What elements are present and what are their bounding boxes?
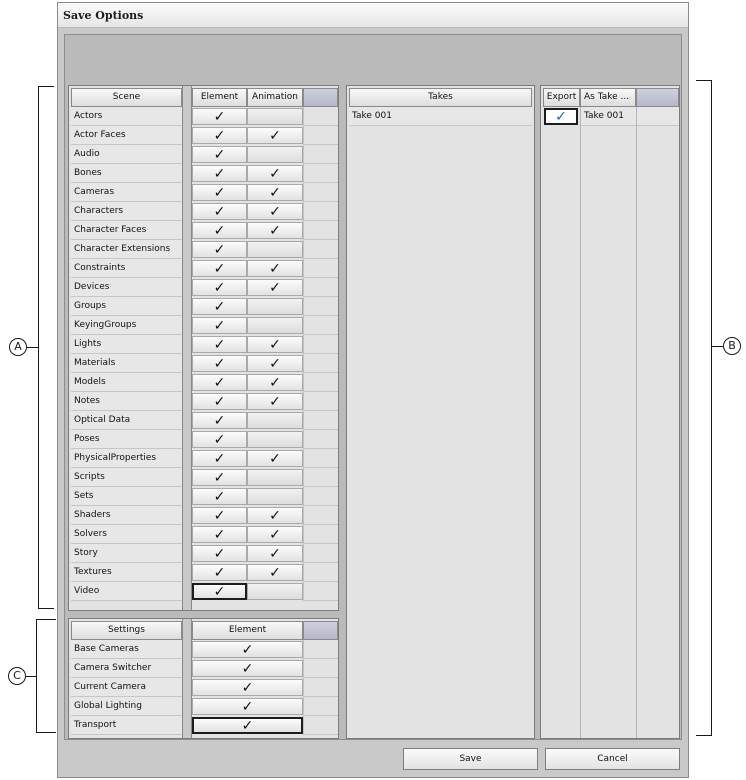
scene-element-checkbox[interactable] [192,469,247,486]
scene-row-label: Materials [71,354,182,373]
scene-row-label: Video [71,582,182,601]
content-area [64,34,682,740]
check-mark-icon: ✓ [213,393,226,410]
export-col-line-1 [580,107,581,738]
check-mark-icon: ✓ [213,317,226,334]
scene-header[interactable]: Scene [71,88,182,107]
scene-animation-checkbox[interactable] [247,507,303,524]
scene-animation-checkbox[interactable] [247,431,303,448]
scene-animation-checkbox[interactable] [247,545,303,562]
check-mark-icon: ✓ [213,412,226,429]
scene-element-checkbox[interactable] [192,374,247,391]
export-panel [540,85,680,739]
scene-row-label: Notes [71,392,182,411]
check-mark-icon: ✓ [269,203,281,220]
check-mark-icon: ✓ [241,641,254,658]
scene-element-checkbox[interactable] [192,355,247,372]
scene-element-checkbox[interactable] [192,412,247,429]
settings-row-label: Global Lighting [71,697,182,716]
scene-row-extra [303,145,338,164]
scene-row-extra [303,164,338,183]
scene-row-extra [303,468,338,487]
scene-element-checkbox[interactable] [192,298,247,315]
scene-row-label: PhysicalProperties [71,449,182,468]
settings-element-checkbox[interactable] [192,717,303,734]
scene-divider [182,86,192,610]
scene-element-checkbox[interactable] [192,317,247,334]
scene-row-label: Bones [71,164,182,183]
scene-element-checkbox[interactable] [192,526,247,543]
scene-animation-header[interactable]: Animation [247,88,303,107]
check-mark-icon: ✓ [269,336,281,353]
scene-row-extra [303,487,338,506]
bracket-b-tick [711,346,723,347]
check-mark-icon: ✓ [241,698,254,715]
scene-animation-checkbox[interactable] [247,279,303,296]
scene-animation-checkbox[interactable] [247,127,303,144]
save-button[interactable]: Save [403,748,538,770]
scene-animation-checkbox[interactable] [247,298,303,315]
settings-row-label: Transport [71,716,182,735]
check-mark-icon: ✓ [241,660,254,677]
check-mark-icon: ✓ [213,203,226,220]
scene-row-label: KeyingGroups [71,316,182,335]
settings-element-checkbox[interactable] [192,698,303,715]
export-row-extra [637,107,679,126]
scene-row-extra [303,392,338,411]
scene-row-extra [303,297,338,316]
check-mark-icon: ✓ [213,108,226,125]
scene-row-label: Character Extensions [71,240,182,259]
check-mark-icon: ✓ [213,526,226,543]
scene-row-extra [303,221,338,240]
scene-animation-checkbox[interactable] [247,393,303,410]
export-extra-header [636,88,679,107]
scene-animation-checkbox[interactable] [247,583,303,600]
bracket-c-tick [26,676,36,677]
scene-element-checkbox[interactable] [192,184,247,201]
scene-animation-checkbox[interactable] [247,165,303,182]
scene-row-label: Textures [71,563,182,582]
settings-divider [182,619,192,738]
scene-animation-checkbox[interactable] [247,336,303,353]
scene-animation-checkbox[interactable] [247,488,303,505]
scene-animation-checkbox[interactable] [247,203,303,220]
scene-row-extra [303,563,338,582]
annotation-a-circle: A [9,338,27,356]
bracket-a-bottom [38,608,54,609]
scene-row-label: Character Faces [71,221,182,240]
takes-header[interactable]: Takes [349,88,532,107]
check-mark-icon: ✓ [269,260,281,277]
check-mark-icon: ✓ [269,374,281,391]
settings-row-label: Base Cameras [71,640,182,659]
check-mark-icon: ✓ [213,507,226,524]
scene-animation-checkbox[interactable] [247,184,303,201]
settings-element-header[interactable]: Element [192,621,303,640]
check-mark-icon: ✓ [213,450,226,467]
settings-extra-header [303,621,338,640]
scene-element-checkbox[interactable] [192,583,247,600]
scene-row-label: Actors [71,107,182,126]
annotation-b-circle: B [723,337,741,355]
scene-element-checkbox[interactable] [192,488,247,505]
check-mark-icon: ✓ [213,564,226,581]
check-mark-icon: ✓ [269,165,281,182]
as-take-header[interactable]: As Take ... [580,88,636,107]
scene-element-checkbox[interactable] [192,431,247,448]
title-bar[interactable] [58,3,688,28]
check-mark-icon: ✓ [213,222,226,239]
scene-animation-checkbox[interactable] [247,450,303,467]
scene-row-extra [303,525,338,544]
check-mark-icon: ✓ [213,583,226,600]
check-mark-icon: ✓ [213,298,226,315]
scene-animation-checkbox[interactable] [247,526,303,543]
scene-row-extra [303,259,338,278]
scene-row-label: Devices [71,278,182,297]
export-col-line-2 [636,107,637,738]
scene-panel [68,85,339,611]
check-mark-icon: ✓ [241,717,254,734]
check-mark-icon: ✓ [213,355,226,372]
scene-row-label: Story [71,544,182,563]
scene-animation-checkbox[interactable] [247,374,303,391]
scene-row-label: Models [71,373,182,392]
bracket-a-tick [27,347,38,348]
take-item[interactable]: Take 001 [349,107,532,126]
scene-row-extra [303,449,338,468]
settings-row-label: Current Camera [71,678,182,697]
scene-animation-checkbox[interactable] [247,108,303,125]
scene-element-checkbox[interactable] [192,165,247,182]
check-mark-icon: ✓ [241,679,254,696]
as-take-value[interactable]: Take 001 [581,107,636,126]
scene-element-checkbox[interactable] [192,222,247,239]
check-mark-icon: ✓ [269,127,281,144]
scene-row-label: Characters [71,202,182,221]
scene-element-checkbox[interactable] [192,260,247,277]
check-mark-icon: ✓ [269,355,281,372]
settings-element-checkbox[interactable] [192,679,303,696]
scene-row-label: Solvers [71,525,182,544]
bracket-a-vertical [38,86,39,609]
scene-element-checkbox[interactable] [192,146,247,163]
bracket-c-top [36,619,56,620]
check-mark-icon: ✓ [213,336,226,353]
scene-row-extra [303,278,338,297]
scene-animation-checkbox[interactable] [247,564,303,581]
scene-row-label: Actor Faces [71,126,182,145]
check-mark-icon: ✓ [213,374,226,391]
scene-row-extra [303,544,338,563]
check-mark-icon: ✓ [555,108,567,125]
scene-row-extra [303,107,338,126]
settings-row-label: Camera Switcher [71,659,182,678]
check-mark-icon: ✓ [213,279,226,296]
bracket-c-vertical [36,619,37,733]
check-mark-icon: ✓ [213,184,226,201]
scene-row-extra [303,335,338,354]
check-mark-icon: ✓ [269,507,281,524]
check-mark-icon: ✓ [213,488,226,505]
scene-row-extra [303,202,338,221]
check-mark-icon: ✓ [269,545,281,562]
settings-element-checkbox[interactable] [192,660,303,677]
scene-animation-checkbox[interactable] [247,260,303,277]
scene-row-label: Sets [71,487,182,506]
scene-row-label: Poses [71,430,182,449]
scene-row-extra [303,126,338,145]
bracket-b-vertical [711,80,712,736]
scene-animation-checkbox[interactable] [247,222,303,239]
check-mark-icon: ✓ [213,165,226,182]
scene-element-checkbox[interactable] [192,241,247,258]
scene-element-checkbox[interactable] [192,564,247,581]
scene-row-label: Constraints [71,259,182,278]
scene-row-label: Lights [71,335,182,354]
scene-row-extra [303,430,338,449]
scene-row-extra [303,582,338,601]
check-mark-icon: ✓ [269,564,281,581]
export-header[interactable]: Export [543,88,580,107]
scene-row-label: Shaders [71,506,182,525]
scene-row-label: Cameras [71,183,182,202]
check-mark-icon: ✓ [213,241,226,258]
scene-element-checkbox[interactable] [192,127,247,144]
scene-row-label: Groups [71,297,182,316]
bracket-c-bottom [36,732,56,733]
scene-element-checkbox[interactable] [192,203,247,220]
check-mark-icon: ✓ [269,222,281,239]
check-mark-icon: ✓ [213,545,226,562]
settings-header[interactable]: Settings [71,621,182,640]
bracket-b-top [696,80,712,81]
save-options-window [57,2,689,778]
settings-row-extra [303,659,338,678]
check-mark-icon: ✓ [213,127,226,144]
scene-element-checkbox[interactable] [192,450,247,467]
scene-row-extra [303,183,338,202]
check-mark-icon: ✓ [213,469,226,486]
bracket-a-top [38,86,54,87]
scene-element-header[interactable]: Element [192,88,247,107]
check-mark-icon: ✓ [269,184,281,201]
scene-element-checkbox[interactable] [192,108,247,125]
scene-row-label: Audio [71,145,182,164]
check-mark-icon: ✓ [213,146,226,163]
scene-element-checkbox[interactable] [192,393,247,410]
settings-row-extra [303,697,338,716]
check-mark-icon: ✓ [213,260,226,277]
settings-row-extra [303,716,338,735]
scene-animation-checkbox[interactable] [247,241,303,258]
check-mark-icon: ✓ [269,526,281,543]
check-mark-icon: ✓ [269,279,281,296]
annotation-c-circle: C [8,667,26,685]
scene-row-extra [303,316,338,335]
bracket-b-bottom [696,735,712,736]
scene-extra-header [303,88,338,107]
settings-row-extra [303,640,338,659]
window-title: Save Options [63,9,144,22]
scene-row-label: Scripts [71,468,182,487]
scene-animation-checkbox[interactable] [247,146,303,163]
settings-row-extra [303,678,338,697]
cancel-button[interactable]: Cancel [545,748,680,770]
check-mark-icon: ✓ [269,450,281,467]
export-checkbox[interactable] [544,108,578,125]
scene-row-extra [303,354,338,373]
scene-element-checkbox[interactable] [192,545,247,562]
scene-animation-checkbox[interactable] [247,355,303,372]
scene-element-checkbox[interactable] [192,279,247,296]
scene-row-extra [303,411,338,430]
scene-row-label: Optical Data [71,411,182,430]
scene-row-extra [303,373,338,392]
scene-row-extra [303,240,338,259]
takes-panel [346,85,535,739]
scene-row-extra [303,506,338,525]
scene-animation-checkbox[interactable] [247,412,303,429]
settings-element-checkbox[interactable] [192,641,303,658]
check-mark-icon: ✓ [269,393,281,410]
check-mark-icon: ✓ [213,431,226,448]
scene-element-checkbox[interactable] [192,336,247,353]
scene-animation-checkbox[interactable] [247,469,303,486]
scene-animation-checkbox[interactable] [247,317,303,334]
scene-element-checkbox[interactable] [192,507,247,524]
settings-panel [68,618,339,739]
